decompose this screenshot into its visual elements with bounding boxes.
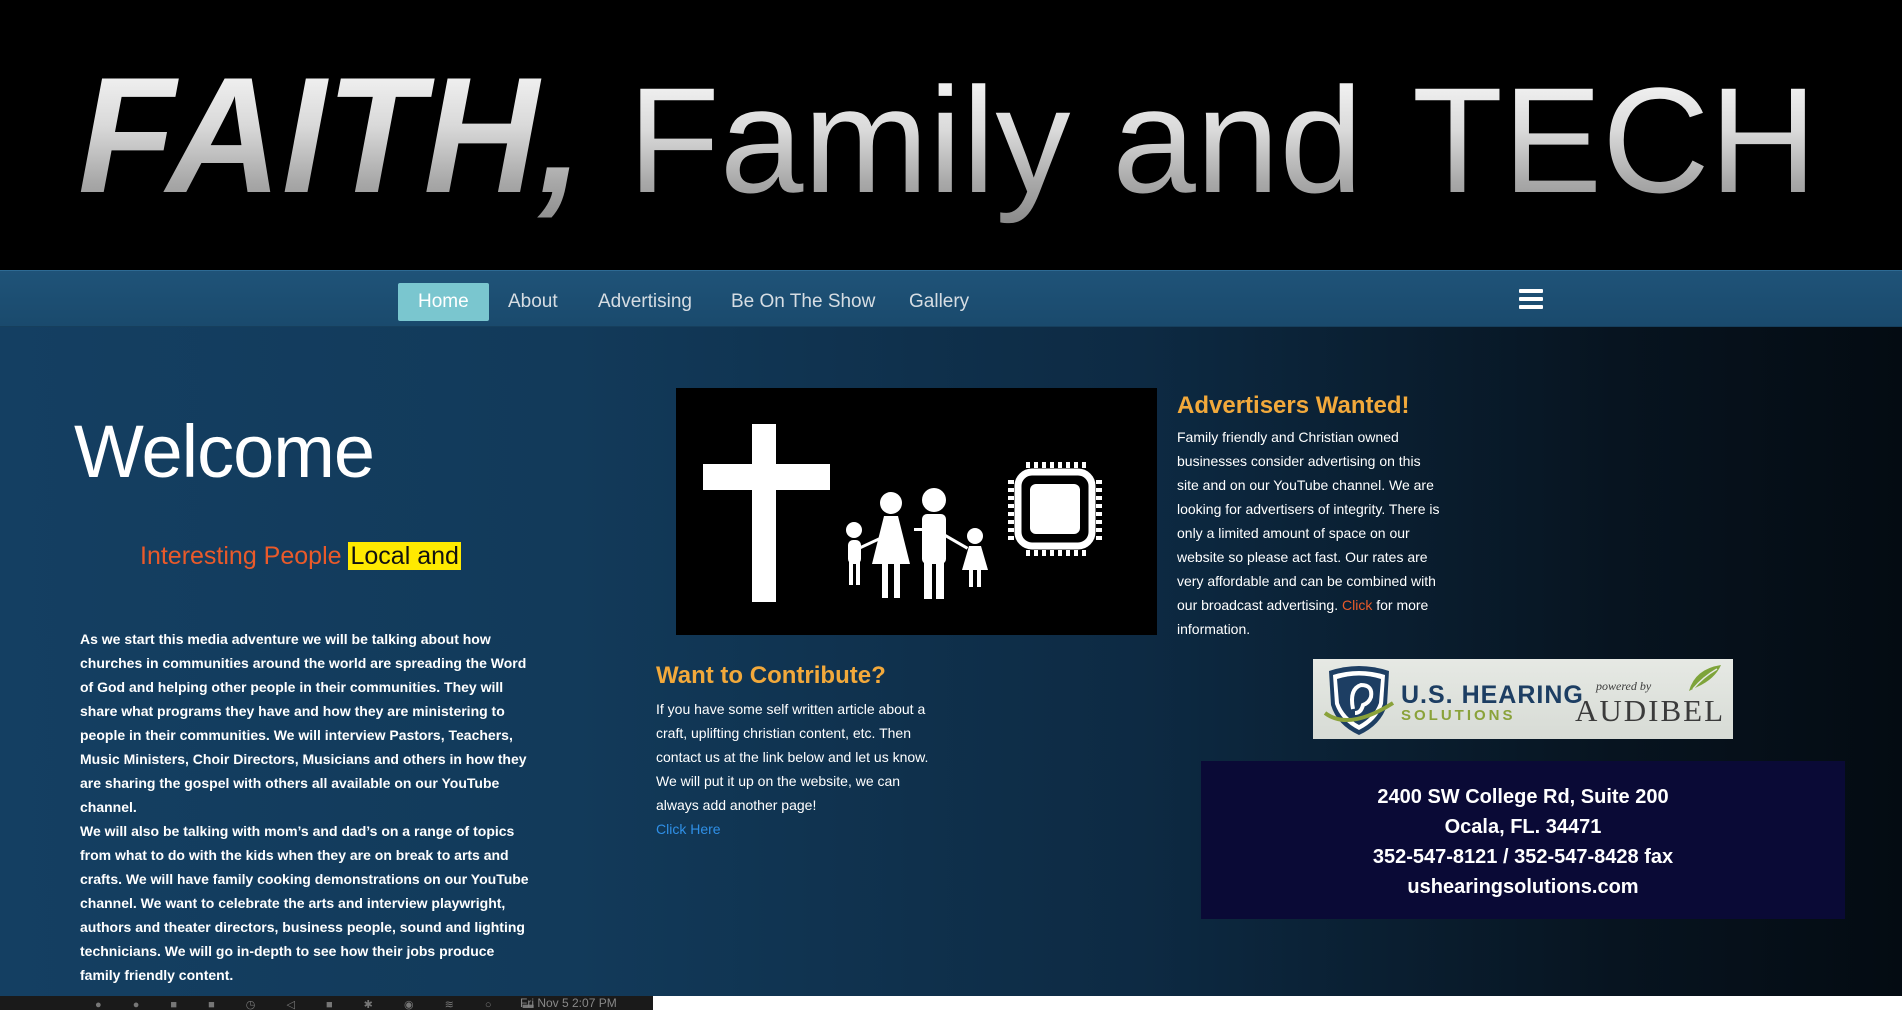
sponsor-subname: SOLUTIONS bbox=[1401, 707, 1516, 724]
sponsor-name: U.S. HEARING bbox=[1401, 681, 1584, 709]
sponsor-brand: AUDIBEL bbox=[1575, 693, 1726, 728]
intro-paragraph-1: As we start this media adventure we will be talking about how churches in communities around the world are spreading the Word of God and helping other people in their communities. They will share what programs they have and how they are ministering to people in their communities. We will interview Pastors, Teachers, Music Ministers, Choir Directors, Musicians and others in how they are sharing the gospel with others all available on our YouTube channel. bbox=[80, 631, 527, 815]
os-menu-bar bbox=[0, 996, 653, 1010]
window-edge bbox=[653, 996, 1902, 1010]
nav-gallery[interactable]: Gallery bbox=[909, 291, 970, 312]
page-title: Welcome bbox=[74, 410, 375, 493]
advertisers-click-link[interactable]: Click bbox=[1341, 597, 1373, 613]
cross-icon bbox=[703, 424, 830, 602]
contribute-text: If you have some self written article about a craft, uplifting christian content, etc. Then contact us at the link below and let us know. We will put it up on the website, we can always add another page! bbox=[656, 701, 929, 813]
nav-be-on-the-show[interactable]: Be On The Show bbox=[731, 291, 876, 312]
tagline-text: Interesting People bbox=[140, 542, 349, 570]
contribute-heading: Want to Contribute? bbox=[656, 662, 886, 689]
intro-paragraph-2: We will also be talking with mom’s and dad’s on a range of topics from what to do with the kids when they are on break to arts and crafts. We will have family cooking demonstrations on our YouTube channel. We want to celebrate the arts and interview playwright, authors and theater directors, business people, sound and lighting technicians. We will go in-depth to see how their jobs produce family friendly content. bbox=[80, 823, 529, 983]
site-banner bbox=[0, 0, 1902, 270]
family-icon bbox=[846, 488, 988, 599]
address-line-1: 2400 SW College Rd, Suite 200 bbox=[1377, 786, 1669, 808]
contribute-link[interactable]: Click Here bbox=[656, 821, 721, 837]
banner-logo bbox=[0, 0, 1902, 270]
tagline bbox=[140, 542, 461, 571]
nav-advertising[interactable]: Advertising bbox=[598, 291, 692, 312]
menu-bar-clock: Fri Nov 5 2:07 PM bbox=[520, 996, 617, 1010]
sponsor-powered-by: powered by bbox=[1596, 679, 1652, 693]
advertisers-text-end: for more information. bbox=[1177, 597, 1429, 637]
contribute-section bbox=[656, 697, 946, 841]
address-line-2: Ocala, FL. 34471 bbox=[1444, 816, 1602, 838]
banner-word-tech: TECH bbox=[1412, 56, 1817, 224]
advertisers-text: Family friendly and Christian owned businesses consider advertising on this site and on our YouTube channel. We are looking for advertisers of integrity. There is only a limited amount of space on our website so please act fast. Our rates are very affordable and can be combined with our broadcast advertising. bbox=[1177, 429, 1440, 613]
advertisers-heading: Advertisers Wanted! bbox=[1177, 392, 1410, 419]
leaf-icon bbox=[1685, 663, 1725, 693]
menu-bar-icons: ● ● ■ ■ ◷ ◁ ■ ✱ ◉ ≋ ○ ▬ bbox=[95, 999, 548, 1010]
sponsor-logo[interactable] bbox=[1313, 659, 1733, 739]
banner-word-family: Family and bbox=[628, 56, 1363, 224]
hamburger-icon[interactable] bbox=[1519, 289, 1543, 309]
main-navigation bbox=[0, 270, 1902, 327]
chip-icon bbox=[1008, 462, 1102, 556]
sponsor-address-box bbox=[1201, 761, 1845, 919]
nav-home[interactable]: Home bbox=[398, 283, 489, 321]
sponsor-website[interactable]: ushearingsolutions.com bbox=[1407, 876, 1639, 898]
banner-word-faith: FAITH, bbox=[78, 43, 583, 227]
shield-ear-icon bbox=[1319, 659, 1399, 739]
advertisers-section bbox=[1177, 425, 1442, 641]
phone-line: 352-547-8121 / 352-547-8428 fax bbox=[1372, 846, 1674, 868]
nav-about[interactable]: About bbox=[508, 291, 558, 312]
intro-text bbox=[80, 627, 530, 987]
faith-family-tech-logo bbox=[676, 388, 1157, 635]
main-content bbox=[0, 327, 1902, 996]
tagline-highlight: Local and bbox=[350, 542, 459, 570]
